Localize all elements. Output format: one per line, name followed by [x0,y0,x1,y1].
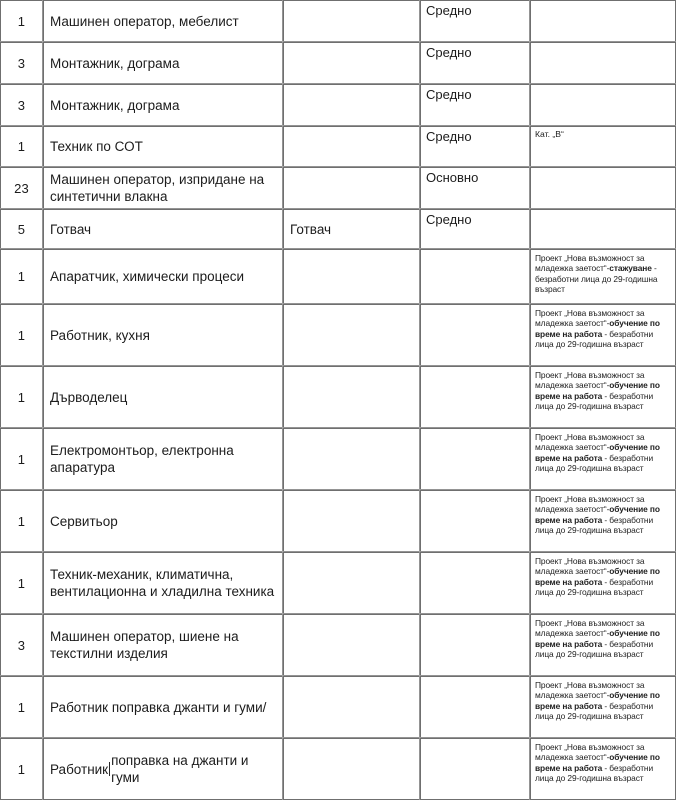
notes-value [531,367,675,412]
notes-value [531,615,675,660]
education-value [421,615,529,617]
cell-count[interactable] [0,676,43,738]
table-row[interactable] [0,167,676,209]
cell-count[interactable] [0,84,43,126]
cell-position[interactable] [43,304,283,366]
position-value: Електромонтьор, електронна апаратура [50,443,234,475]
cell-position[interactable] [43,42,283,84]
table-row[interactable] [0,0,676,42]
cell-count[interactable] [0,738,43,800]
cell-position[interactable] [43,552,283,614]
table-row[interactable] [0,304,676,366]
cell-position[interactable] [43,249,283,304]
cell-education[interactable] [420,490,530,552]
position-value: Работник поправка на джанти и гуми [50,753,249,785]
text-cursor [109,762,110,776]
count-value: 1 [17,761,26,777]
specialty-value [284,1,419,41]
notes-project-emphasis: обучение по време на работа [535,628,660,649]
education-value [421,553,529,555]
table-row[interactable] [0,552,676,614]
table-row[interactable] [0,209,676,249]
specialty-value [284,677,419,737]
position-value: Дърводелец [50,389,128,405]
cell-specialty[interactable] [283,42,420,84]
notes-value [531,43,675,46]
table-row[interactable] [0,614,676,676]
notes-project-text: Проект „Нова възможност за младежка заетост“-обучение по време на работа - безработни лица до 29-годишна възраст [535,308,660,350]
cell-specialty[interactable] [283,167,420,209]
count-value: 1 [17,13,26,29]
cell-count[interactable] [0,552,43,614]
cell-count[interactable] [0,209,43,249]
education-value: Основно [426,170,479,185]
notes-project-text: Проект „Нова възможност за младежка заетост“-обучение по време на работа - безработни лица до 29-годишна възраст [535,432,660,474]
table-row[interactable] [0,738,676,800]
education-value: Средно [426,212,472,227]
cell-count[interactable] [0,366,43,428]
specialty-value [284,429,419,489]
count-value: 1 [17,269,26,284]
cell-education[interactable] [420,304,530,366]
notes-project-emphasis: обучение по време на работа [535,504,660,525]
notes-project-emphasis: стажуване [609,263,652,274]
cell-specialty[interactable] [283,552,420,614]
notes-project-emphasis: обучение по време на работа [535,380,660,401]
cell-education[interactable] [420,249,530,304]
education-value [421,429,529,431]
cell-position[interactable] [43,428,283,490]
position-value: Монтажник, дограма [50,55,180,71]
cell-position[interactable] [43,614,283,676]
position-value: Машинен оператор, шиене на текстилни изделия [50,629,239,661]
count-value: 23 [14,180,29,196]
notes-value [531,1,675,4]
count-value: 3 [17,55,26,71]
notes-value [531,739,675,784]
specialty-value [284,85,419,125]
notes-project-text: Проект „Нова възможност за младежка заетост“-обучение по време на работа - безработни лица до 29-годишна възраст [535,556,660,598]
notes-project-emphasis: обучение по време на работа [535,690,660,711]
cell-count[interactable] [0,490,43,552]
count-value: 1 [17,389,26,405]
cell-specialty[interactable] [283,738,420,800]
education-value [421,305,529,307]
notes-value [531,127,675,139]
table-row[interactable] [0,490,676,552]
cell-notes[interactable] [530,84,676,126]
position-value: Работник, кухня [50,327,150,343]
cell-education[interactable] [420,428,530,490]
cell-count[interactable] [0,304,43,366]
table-row[interactable] [0,428,676,490]
cell-specialty[interactable] [283,84,420,126]
cell-education[interactable] [420,126,530,167]
table-row[interactable] [0,84,676,126]
cell-position[interactable] [43,0,283,42]
cell-specialty[interactable] [283,126,420,167]
specialty-value [284,250,419,303]
cell-position[interactable] [43,84,283,126]
cell-position[interactable] [43,167,283,209]
notes-project-text: Проект „Нова възможност за младежка заетост“-обучение по време на работа - безработни лица до 29-годишна възраст [535,680,660,722]
cell-position[interactable] [43,490,283,552]
position-value: Апаратчик, химически процеси [50,269,245,284]
position-value: Машинен оператор, изпридане на синтетични влакна [50,172,265,204]
cell-education[interactable] [420,209,530,249]
cell-education[interactable] [420,614,530,676]
table-row[interactable] [0,676,676,738]
education-value [421,739,529,741]
notes-project-text: Проект „Нова възможност за младежка заетост“-стажуване - безработни лица до 29-годишна възраст [535,253,658,295]
cell-count[interactable] [0,428,43,490]
notes-project-text: Проект „Нова възможност за младежка заетост“-обучение по време на работа - безработни лица до 29-годишна възраст [535,494,660,536]
cell-position[interactable] [43,126,283,167]
specialty-value [284,305,419,365]
cell-notes[interactable] [530,552,676,614]
education-value [421,367,529,369]
cell-notes[interactable] [530,428,676,490]
education-value [421,250,529,252]
position-value: Техник по СОТ [50,139,143,154]
specialty-value [284,367,419,427]
education-value: Средно [426,87,472,102]
cell-notes[interactable] [530,126,676,167]
notes-project-text: Проект „Нова възможност за младежка заетост“-обучение по време на работа - безработни лица до 29-годишна възраст [535,370,660,412]
notes-project-text: Проект „Нова възможност за младежка заетост“-обучение по време на работа - безработни лица до 29-годишна възраст [535,618,660,660]
cell-notes[interactable] [530,490,676,552]
cell-notes[interactable] [530,304,676,366]
notes-value [531,85,675,88]
notes-value [531,210,675,213]
cell-specialty[interactable] [283,0,420,42]
notes-project-emphasis: обучение по време на работа [535,752,660,773]
notes-value [531,250,675,295]
cell-education[interactable] [420,167,530,209]
specialty-value: Готвач [290,221,332,237]
specialty-value [284,491,419,551]
notes-value [531,553,675,598]
notes-project-emphasis: обучение по време на работа [535,442,660,463]
position-value: Работник поправка джанти и гуми/ [50,699,267,715]
notes-license-text: Кат. „В“ [535,129,564,139]
cell-notes[interactable] [530,42,676,84]
position-value: Монтажник, дограма [50,97,180,113]
position-value: Сервитьор [50,513,118,529]
count-value: 3 [17,637,26,653]
education-value [421,491,529,493]
notes-value [531,168,675,171]
cell-position[interactable] [43,209,283,249]
specialty-value [284,127,419,166]
cell-notes[interactable] [530,366,676,428]
education-value [421,677,529,679]
table-row[interactable] [0,366,676,428]
education-value: Средно [426,3,472,18]
cell-specialty[interactable] [283,304,420,366]
table-row[interactable] [0,126,676,167]
cell-specialty[interactable] [283,490,420,552]
cell-notes[interactable] [530,738,676,800]
cell-notes[interactable] [530,614,676,676]
cell-education[interactable] [420,738,530,800]
count-value: 1 [17,575,26,591]
count-value: 1 [17,327,26,343]
specialty-value [284,553,419,613]
count-value: 3 [17,97,26,113]
specialty-value [284,615,419,675]
cell-specialty[interactable] [283,428,420,490]
position-value: Техник-механик, климатична, вентилационна и хладилна техника [50,567,275,599]
cell-education[interactable] [420,676,530,738]
cell-position[interactable] [43,676,283,738]
cell-education[interactable] [420,84,530,126]
cell-specialty[interactable] [283,209,420,249]
education-value: Средно [426,129,472,144]
notes-value [531,305,675,350]
cell-count[interactable] [0,42,43,84]
position-value: Готвач [50,221,92,237]
table-row[interactable] [0,249,676,304]
notes-project-emphasis: обучение по време на работа [535,318,660,339]
cell-count[interactable] [0,0,43,42]
count-value: 5 [17,221,26,237]
count-value: 1 [17,513,26,529]
cell-count[interactable] [0,249,43,304]
notes-value [531,491,675,536]
cell-notes[interactable] [530,676,676,738]
cell-count[interactable] [0,167,43,209]
cell-specialty[interactable] [283,366,420,428]
cell-notes[interactable] [530,167,676,209]
cell-specialty[interactable] [283,249,420,304]
count-value: 1 [17,139,26,154]
cell-education[interactable] [420,0,530,42]
count-value: 1 [17,451,26,467]
table-row[interactable] [0,42,676,84]
notes-project-text: Проект „Нова възможност за младежка заетост“-обучение по време на работа - безработни лица до 29-годишна възраст [535,742,660,784]
specialty-value [284,43,419,83]
count-value: 1 [17,699,26,715]
cell-notes[interactable] [530,249,676,304]
specialty-value [284,739,419,799]
position-value: Машинен оператор, мебелист [50,13,239,29]
specialty-value [284,168,419,208]
cell-notes[interactable] [530,0,676,42]
cell-position[interactable] [43,366,283,428]
cell-count[interactable] [0,126,43,167]
cell-position[interactable] [43,738,283,800]
education-value: Средно [426,45,472,60]
notes-project-emphasis: обучение по време на работа [535,566,660,587]
notes-value [531,429,675,474]
cell-notes[interactable] [530,209,676,249]
cell-education[interactable] [420,552,530,614]
cell-specialty[interactable] [283,614,420,676]
cell-specialty[interactable] [283,676,420,738]
notes-value [531,677,675,722]
cell-education[interactable] [420,42,530,84]
cell-count[interactable] [0,614,43,676]
cell-education[interactable] [420,366,530,428]
